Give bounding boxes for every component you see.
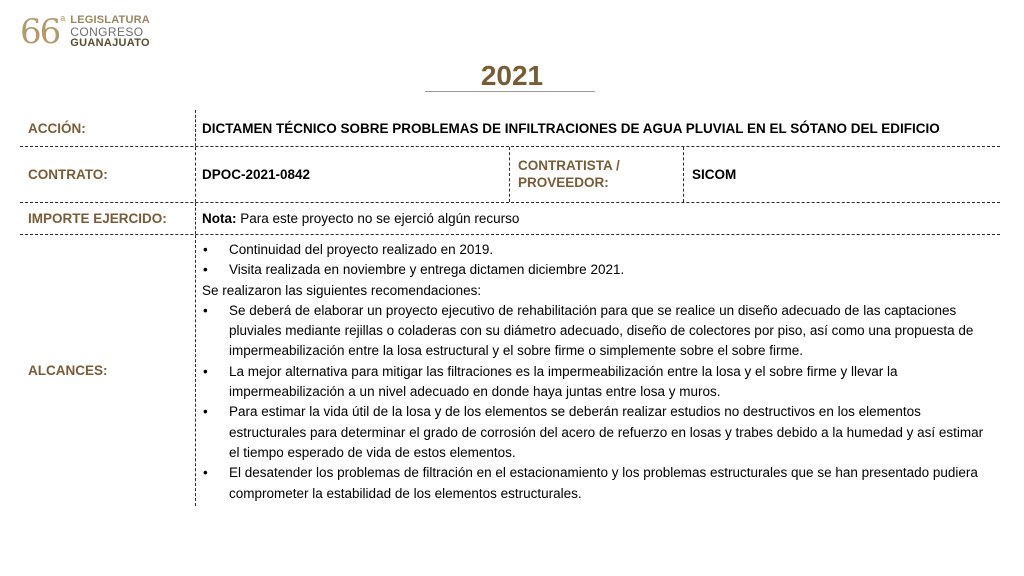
recommendations-list [202,301,994,504]
logo-line-legislatura: LEGISLATURA [70,13,150,26]
list-item-text: Para estimar la vida útil de la losa y de los elementos se deberán realizar estudios no destructivos en los elementos estructurales para determinar el grado de corrosión del acero de refuerzo en losas y trabes debido a la humedad y así estimar el tiempo esperado de vida de estos elementos. [229,404,984,460]
list-item-text: Continuidad del proyecto realizado en 2019. [229,242,494,257]
bullet: • [203,465,208,481]
bullet: • [203,262,208,278]
bullet: • [203,404,208,420]
importe-value [196,203,1000,234]
contratista-label-line2: PROVEEDOR: [518,174,609,190]
bullet: • [203,363,208,379]
project-table [20,110,1000,506]
row-contrato [20,147,1000,203]
bullet: • [203,302,208,318]
title-underline [425,91,595,92]
list-item [202,260,994,280]
note-label: Nota: [202,211,237,226]
list-item-text: Se deberá de elaborar un proyecto ejecutivo de rehabilitación para que se realice un diseño adecuado de las captaciones pluviales mediante rejillas o coladeras con su diámetro adecuado, diseño de colectores por piso, así como una propuesta de impermeabilización entre la losa estructural y el sobre firme o simplemente sobre el sobre firme. [229,302,974,359]
row-accion [20,110,1000,147]
page-title-year: 2021 [480,60,544,91]
logo-line-guanajuato: GUANAJUATO [70,37,150,50]
importe-label: IMPORTE EJERCIDO: [20,203,196,234]
logo-number: 66 [20,12,60,52]
list-item [202,402,994,463]
accion-label: ACCIÓN: [20,110,196,146]
contrato-label: CONTRATO: [20,147,196,202]
alcances-content [196,235,1000,506]
recommendations-intro: Se realizaron las siguientes recomendaciones: [202,282,482,298]
list-item [202,240,994,260]
top-bullet-list [202,240,994,281]
list-item-text: El desatender los problemas de filtración en el estacionamiento y los problemas estructurales que se han presentado pudiera comprometer la estabilidad de los elementos estructurales. [229,465,978,501]
logo-superscript: a [60,13,66,23]
contrato-value: DPOC-2021-0842 [196,147,510,202]
row-importe [20,203,1000,235]
contratista-label-line1: CONTRATISTA / [518,157,620,173]
list-item [202,301,994,362]
row-alcances [20,235,1000,506]
note-text: Para este proyecto no se ejerció algún recurso [236,211,520,226]
list-item-text: La mejor alternativa para mitigar las filtraciones es la impermeabilización entre la losa y el sobre firme y llevar la impermeabilización a un nivel adecuado en donde haya juntas entre losa y muros. [229,363,898,400]
list-item [202,463,994,504]
list-item-text: Visita realizada en noviembre y entrega dictamen diciembre 2021. [229,262,625,278]
contratista-value: SICOM [692,167,737,182]
congress-logo [20,12,150,52]
logo-line-congreso: CONGRESO [70,24,144,39]
list-item [202,362,994,403]
logo-text [70,15,150,50]
bullet: • [203,242,208,257]
alcances-label: ALCANCES: [20,235,196,506]
accion-value: DICTAMEN TÉCNICO SOBRE PROBLEMAS DE INFILTRACIONES DE AGUA PLUVIAL EN EL SÓTANO DEL EDIFICIO [202,120,940,136]
contratista-label [510,147,684,202]
